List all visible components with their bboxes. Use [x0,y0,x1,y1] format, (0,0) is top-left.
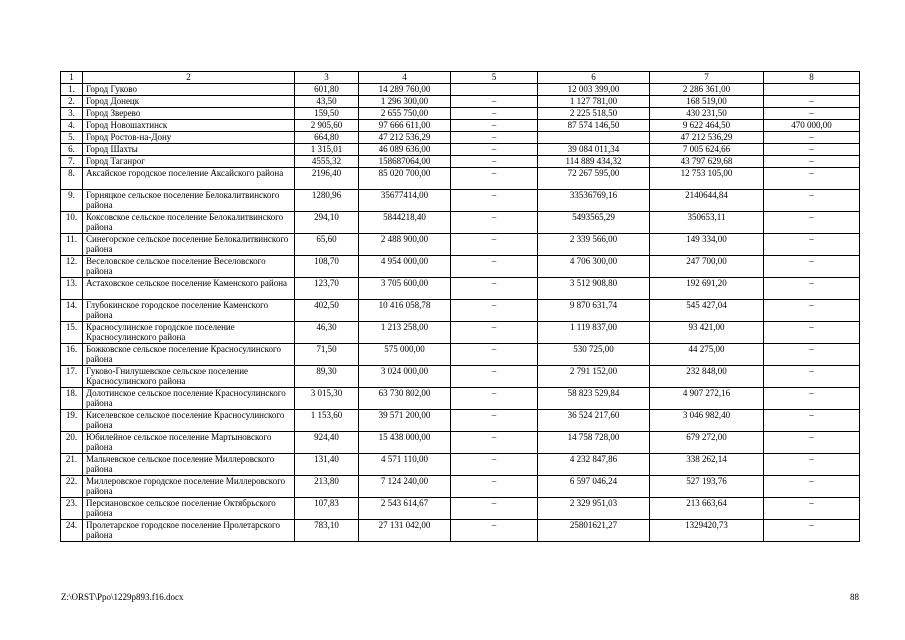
cell-col5: – [451,107,538,119]
row-number: 22. [61,475,83,497]
row-number: 17. [61,365,83,387]
cell-col6: 39 084 011,34 [538,143,650,155]
municipality-name: Киселевское сельское поселение Красносулинского района [83,409,295,431]
cell-col6: 87 574 146,50 [538,119,650,131]
cell-col5: – [451,131,538,143]
cell-col3: 108,70 [295,255,359,277]
file-path: Z:\ORST\Ppo\1229p893.f16.docx [61,592,184,602]
cell-col6: 4 232 847,86 [538,453,650,475]
table-row [61,233,860,255]
municipality-name: Божковское сельское поселение Красносулинского района [83,343,295,365]
table-row [61,497,860,519]
cell-col7: 192 691,20 [650,277,764,299]
cell-col5: – [451,519,538,541]
cell-col4: 7 124 240,00 [359,475,451,497]
cell-col8: – [764,453,860,475]
cell-col3: 783,10 [295,519,359,541]
cell-col6 [538,131,650,143]
row-number: 15. [61,321,83,343]
column-header: 7 [650,72,764,84]
cell-col8: – [764,321,860,343]
municipality-name: Юбилейное сельское поселение Мартыновского района [83,431,295,453]
cell-col8: – [764,155,860,167]
cell-col7: 3 046 982,40 [650,409,764,431]
cell-col5: – [451,453,538,475]
cell-col6: 14 758 728,00 [538,431,650,453]
column-header: 5 [451,72,538,84]
municipality-name: Веселовское сельское поселение Веселовского района [83,255,295,277]
cell-col8: – [764,143,860,155]
cell-col6: 2 329 951,03 [538,497,650,519]
cell-col8: – [764,131,860,143]
row-number: 16. [61,343,83,365]
cell-col4: 5844218,40 [359,211,451,233]
cell-col3: 46,30 [295,321,359,343]
cell-col3: 131,40 [295,453,359,475]
cell-col4: 35677414,00 [359,189,451,211]
cell-col3: 123,70 [295,277,359,299]
row-number: 14. [61,299,83,321]
table-row [61,155,860,167]
cell-col7: 247 700,00 [650,255,764,277]
cell-col8 [764,83,860,95]
cell-col7: 232 848,00 [650,365,764,387]
table-row [61,519,860,541]
municipality-name: Город Зверево [83,107,295,119]
municipality-name: Глубокинское городское поселение Каменского района [83,299,295,321]
cell-col7: 338 262,14 [650,453,764,475]
cell-col6: 58 823 529,84 [538,387,650,409]
cell-col8: – [764,211,860,233]
cell-col7: 2 286 361,00 [650,83,764,95]
cell-col7: 149 334,00 [650,233,764,255]
row-number: 13. [61,277,83,299]
cell-col6: 2 791 152,00 [538,365,650,387]
cell-col5: – [451,233,538,255]
cell-col6: 4 706 300,00 [538,255,650,277]
municipality-name: Коксовское сельское поселение Белокалитвинского района [83,211,295,233]
cell-col4: 14 289 760,00 [359,83,451,95]
column-header: 3 [295,72,359,84]
cell-col8: 470 000,00 [764,119,860,131]
table-row [61,95,860,107]
cell-col5: – [451,143,538,155]
table-row [61,83,860,95]
row-number: 7. [61,155,83,167]
cell-col3: 65,60 [295,233,359,255]
cell-col7: 168 519,00 [650,95,764,107]
cell-col6: 1 119 837,00 [538,321,650,343]
cell-col8: – [764,167,860,189]
table-row [61,343,860,365]
cell-col4: 3 705 600,00 [359,277,451,299]
row-number: 10. [61,211,83,233]
cell-col3: 43,50 [295,95,359,107]
cell-col4: 1 213 258,00 [359,321,451,343]
cell-col6: 5493565,29 [538,211,650,233]
column-header: 8 [764,72,860,84]
cell-col3: 402,50 [295,299,359,321]
municipality-name: Синегорское сельское поселение Белокалитвинского района [83,233,295,255]
cell-col7: 2140644,84 [650,189,764,211]
row-number: 4. [61,119,83,131]
cell-col8: – [764,409,860,431]
cell-col4: 2 655 750,00 [359,107,451,119]
row-number: 8. [61,167,83,189]
row-number: 20. [61,431,83,453]
municipality-name: Долотинское сельское поселение Красносулинского района [83,387,295,409]
row-number: 23. [61,497,83,519]
cell-col3: 601,80 [295,83,359,95]
cell-col7: 545 427,04 [650,299,764,321]
cell-col3: 3 015,30 [295,387,359,409]
row-number: 1. [61,83,83,95]
table-row [61,387,860,409]
cell-col5: – [451,321,538,343]
cell-col7: 7 005 624,66 [650,143,764,155]
cell-col7: 679 272,00 [650,431,764,453]
cell-col5: – [451,167,538,189]
municipality-name: Мальчевское сельское поселение Миллеровского района [83,453,295,475]
cell-col5: – [451,211,538,233]
cell-col5: – [451,277,538,299]
cell-col7: 1329420,73 [650,519,764,541]
cell-col8: – [764,365,860,387]
table-row [61,167,860,189]
data-table [60,71,860,542]
cell-col5: – [451,431,538,453]
cell-col6: 3 512 908,80 [538,277,650,299]
cell-col4: 10 416 058,78 [359,299,451,321]
cell-col3: 2196,40 [295,167,359,189]
column-header: 2 [83,72,295,84]
cell-col3: 107,83 [295,497,359,519]
header-row [61,72,860,84]
row-number: 18. [61,387,83,409]
municipality-name: Пролетарское городское поселение Пролетарского района [83,519,295,541]
cell-col5: – [451,365,538,387]
table-row [61,189,860,211]
row-number: 2. [61,95,83,107]
cell-col7: 527 193,76 [650,475,764,497]
municipality-name: Город Шахты [83,143,295,155]
cell-col5: – [451,255,538,277]
cell-col8: – [764,95,860,107]
cell-col6: 2 225 518,50 [538,107,650,119]
cell-col4: 15 438 000,00 [359,431,451,453]
row-number: 11. [61,233,83,255]
cell-col5: – [451,119,538,131]
cell-col3: 159,50 [295,107,359,119]
cell-col3: 2 905,60 [295,119,359,131]
row-number: 12. [61,255,83,277]
table-row [61,299,860,321]
table-row [61,475,860,497]
cell-col7: 430 231,50 [650,107,764,119]
cell-col6: 9 870 631,74 [538,299,650,321]
cell-col4: 63 730 802,00 [359,387,451,409]
cell-col8: – [764,343,860,365]
row-number: 9. [61,189,83,211]
cell-col6: 12 003 399,00 [538,83,650,95]
cell-col5: – [451,497,538,519]
cell-col6: 72 267 595,00 [538,167,650,189]
municipality-name: Миллеровское городское поселение Миллеровского района [83,475,295,497]
cell-col3: 294,10 [295,211,359,233]
cell-col5: – [451,299,538,321]
cell-col8: – [764,431,860,453]
cell-col4: 575 000,00 [359,343,451,365]
cell-col3: 924,40 [295,431,359,453]
cell-col6: 2 339 566,00 [538,233,650,255]
municipality-name: Город Таганрог [83,155,295,167]
table-row [61,321,860,343]
municipality-name: Город Ростов-на-Дону [83,131,295,143]
table-row [61,143,860,155]
table-row [61,119,860,131]
table-row [61,277,860,299]
cell-col6: 36 524 217,60 [538,409,650,431]
municipality-name: Город Донецк [83,95,295,107]
cell-col4: 1 296 300,00 [359,95,451,107]
cell-col4: 39 571 200,00 [359,409,451,431]
row-number: 3. [61,107,83,119]
cell-col4: 85 020 700,00 [359,167,451,189]
cell-col5: – [451,189,538,211]
cell-col7: 4 907 272,16 [650,387,764,409]
cell-col4: 2 488 900,00 [359,233,451,255]
cell-col5: – [451,475,538,497]
row-number: 24. [61,519,83,541]
cell-col8: – [764,255,860,277]
cell-col3: 1 153,60 [295,409,359,431]
cell-col7: 213 663,64 [650,497,764,519]
cell-col4: 27 131 042,00 [359,519,451,541]
cell-col8: – [764,277,860,299]
cell-col8: – [764,387,860,409]
table-row [61,365,860,387]
cell-col7: 12 753 105,00 [650,167,764,189]
municipality-name: Город Новошахтинск [83,119,295,131]
cell-col8: – [764,475,860,497]
cell-col3: 89,30 [295,365,359,387]
column-header: 4 [359,72,451,84]
municipality-name: Горняцкое сельское поселение Белокалитвинского района [83,189,295,211]
cell-col7: 350653,11 [650,211,764,233]
cell-col3: 664,80 [295,131,359,143]
cell-col5: – [451,95,538,107]
cell-col7: 93 421,00 [650,321,764,343]
cell-col5: – [451,409,538,431]
cell-col6: 6 597 046,24 [538,475,650,497]
table-row [61,131,860,143]
row-number: 5. [61,131,83,143]
cell-col8: – [764,497,860,519]
cell-col8: – [764,189,860,211]
cell-col7: 44 275,00 [650,343,764,365]
cell-col3: 213,80 [295,475,359,497]
cell-col3: 4555,32 [295,155,359,167]
municipality-name: Астаховское сельское поселение Каменского района [83,277,295,299]
row-number: 6. [61,143,83,155]
cell-col4: 47 212 536,29 [359,131,451,143]
municipality-name: Гуково-Гнилушевское сельское поселение Красносулинского района [83,365,295,387]
cell-col7: 47 212 536,29 [650,131,764,143]
cell-col4: 4 571 110,00 [359,453,451,475]
table-row [61,211,860,233]
cell-col3: 1280,96 [295,189,359,211]
cell-col4: 158687064,00 [359,155,451,167]
cell-col4: 4 954 000,00 [359,255,451,277]
cell-col6: 530 725,00 [538,343,650,365]
cell-col5: – [451,343,538,365]
cell-col4: 3 024 000,00 [359,365,451,387]
cell-col5 [451,83,538,95]
table-row [61,255,860,277]
cell-col6: 33536769,16 [538,189,650,211]
cell-col7: 43 797 629,68 [650,155,764,167]
cell-col5: – [451,155,538,167]
municipality-name: Персиановское сельское поселение Октябрьского района [83,497,295,519]
table-row [61,107,860,119]
cell-col7: 9 622 464,50 [650,119,764,131]
cell-col8: – [764,299,860,321]
cell-col8: – [764,233,860,255]
cell-col6: 1 127 781,00 [538,95,650,107]
municipality-name: Красносулинское городское поселение Красносулинского района [83,321,295,343]
row-number: 19. [61,409,83,431]
cell-col4: 97 666 611,00 [359,119,451,131]
page-number: 88 [850,592,859,602]
cell-col8: – [764,519,860,541]
cell-col5: – [451,387,538,409]
municipality-name: Город Гуково [83,83,295,95]
cell-col4: 2 543 614,67 [359,497,451,519]
table-row [61,453,860,475]
cell-col3: 1 315,01 [295,143,359,155]
table-row [61,431,860,453]
cell-col8: – [764,107,860,119]
table-row [61,409,860,431]
municipality-name: Аксайское городское поселение Аксайского района [83,167,295,189]
column-header: 1 [61,72,83,84]
row-number: 21. [61,453,83,475]
column-header: 6 [538,72,650,84]
cell-col4: 46 089 636,00 [359,143,451,155]
cell-col6: 114 889 434,32 [538,155,650,167]
cell-col6: 25801621,27 [538,519,650,541]
cell-col3: 71,50 [295,343,359,365]
